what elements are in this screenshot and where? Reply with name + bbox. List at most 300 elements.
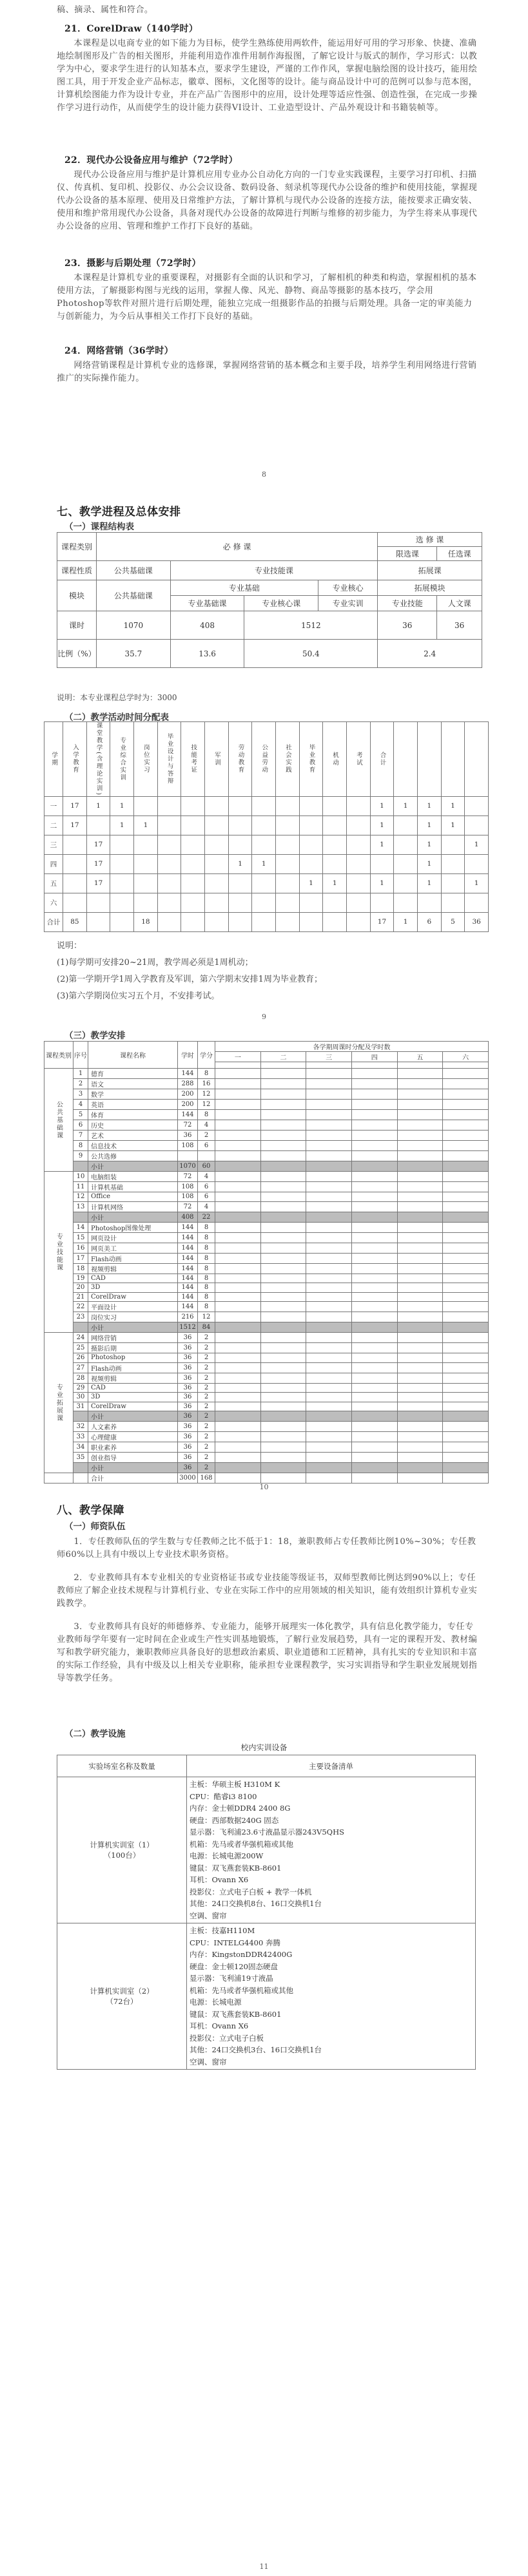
table-cell (205, 796, 229, 816)
table-cell: 8 (198, 1222, 215, 1232)
table-cell: 8 (198, 1263, 215, 1274)
table-cell (417, 893, 441, 912)
table-cell (306, 1131, 352, 1141)
table-cell (443, 1422, 489, 1432)
table-cell (443, 1212, 489, 1222)
table-cell (134, 893, 158, 912)
table-cell (260, 1453, 306, 1463)
table-cell (306, 1120, 352, 1131)
subsection-time: （二）教学活动时间分配表 (64, 712, 169, 723)
table-cell: 1070 (178, 1161, 198, 1172)
table-cell (260, 1172, 306, 1182)
table-cell (63, 893, 87, 912)
table-row (44, 1120, 489, 1131)
table-cell (215, 1302, 261, 1312)
table-cell (443, 1100, 489, 1110)
table-cell: 72 (178, 1172, 198, 1182)
table-cell (394, 816, 418, 835)
table-cell (397, 1182, 443, 1192)
table-cell (260, 1069, 306, 1079)
table-cell (351, 1312, 397, 1322)
equipment-item: 耳机：Ovann X6 (190, 2021, 249, 2030)
table-cell (260, 1192, 306, 1202)
table-cell (306, 1322, 352, 1333)
table-cell (73, 1411, 88, 1422)
section-7-title: 七、教学进程及总体安排 (57, 506, 181, 519)
table-cell (397, 1373, 443, 1383)
table-cell: 1 (394, 796, 418, 816)
table-cell (351, 1212, 397, 1222)
table-cell (181, 893, 205, 912)
subsection-structure: （一）课程结构表 (64, 522, 134, 532)
semester-label: 合计 (44, 912, 63, 931)
table-cell (306, 1292, 352, 1302)
cell: 学分 (198, 1042, 215, 1069)
equipment-item: CPU：酷睿i3 8100 (190, 1791, 257, 1801)
table-cell: 4 (198, 1120, 215, 1131)
semester-weeks (443, 1062, 489, 1069)
table-cell (351, 1243, 397, 1253)
table-cell (306, 1263, 352, 1274)
paragraph: 稿、摘录、属性和符合。 (57, 5, 153, 15)
table-row (44, 873, 489, 893)
equipment-item: 键鼠：双飞燕套装KB-8601 (190, 2009, 282, 2019)
table-cell (276, 873, 300, 893)
course-name: 艺术 (88, 1131, 178, 1141)
course-name: Photoshop图像处理 (88, 1222, 178, 1232)
course-name: 合计 (88, 1473, 178, 1484)
table-cell (306, 1283, 352, 1293)
table-cell (86, 912, 110, 931)
equipment-item: 其他：24口交换机8台、16口交换机1台 (190, 1899, 322, 1908)
table-cell (215, 1442, 261, 1453)
table-cell (260, 1373, 306, 1383)
table-cell: 8 (198, 1283, 215, 1293)
table-cell (394, 873, 418, 893)
table-cell (397, 1243, 443, 1253)
category-label: 专业技能课 (44, 1172, 73, 1333)
room-2-equipment (187, 1923, 476, 2070)
table-cell (443, 1141, 489, 1151)
table-cell (306, 1110, 352, 1120)
table-cell (346, 854, 370, 873)
table-cell (252, 912, 276, 931)
table-cell: 2 (198, 1453, 215, 1463)
table-cell: 2 (198, 1373, 215, 1383)
table-cell (465, 816, 489, 835)
equipment-table (57, 1755, 476, 2070)
table-row (44, 1182, 489, 1192)
table-cell: 1 (252, 854, 276, 873)
section-8-title: 八、教学保障 (57, 1504, 124, 1517)
time-note-label: 说明： (57, 941, 83, 951)
table-row (44, 1353, 489, 1363)
table-cell (205, 835, 229, 854)
table-cell (215, 1192, 261, 1202)
time-table-header-cell: 课堂教学(含理论实训) (86, 722, 110, 797)
table-cell (110, 912, 134, 931)
table-cell (252, 816, 276, 835)
table-cell (397, 1422, 443, 1432)
table-cell (397, 1312, 443, 1322)
table-cell (73, 1161, 88, 1172)
course-name: 人文素养 (88, 1422, 178, 1432)
course-name: 3D (88, 1393, 178, 1402)
table-cell (215, 1263, 261, 1274)
table-cell (299, 796, 323, 816)
table-cell (443, 1089, 489, 1100)
table-cell: 6 (198, 1182, 215, 1192)
table-cell: 144 (178, 1253, 198, 1263)
table-cell: 144 (178, 1263, 198, 1274)
table-cell (397, 1411, 443, 1422)
table-cell (443, 1192, 489, 1202)
table-cell: 36 (178, 1333, 198, 1343)
table-cell (215, 1232, 261, 1243)
course-22-body: 现代办公设备应用与维护是计算机应用专业办公自动化方向的一门专业实践课程，主要学习打印机、扫描仪、传真机、复印机、投影仪、办公会议设备、数码设备、刻录机等现代办公设备的维护和使用技能，掌握现代办公设备的基本原理、使用及日常维护方法，了解计算机与现代办公设备的连接方法，能按要求正确安装、使用和维护常用现代办公设备，具备对现代办公设备的故障进行判断与维修的初步能力，为学生将来从事现代办公设备的应用、管理和维护工作打下良好的基础。 (57, 170, 478, 231)
table-cell (351, 1343, 397, 1353)
table-cell (306, 1172, 352, 1182)
table-cell (443, 1253, 489, 1263)
course-21-body: 本课程是以电商专业的如下能力为目标，使学生熟练使用两软件，能运用好可用的学习形象、快捷、准确地绘制图形及广告的相关图形，并能利用造作准件用制作海报图，了解它设计与版式的制作，学习形式：以教学为中心，要求学生进行的认知基本点，要求学生建设，严谨的工作作风，掌握电脑绘图的设计技巧，能用绘图工具，用于开发企业产品标志，徽章、图标，文化图等的设计。能与商品设计中可的范例可以参与范本图，计算机绘图能力作为设计专业，并在产品广告图形中的应用，设计处理等适应性强、创造性强，在完成一步操作学习进行动作，从而使学生的设计能力获得VI设计、工业造型设计、产品外观设计和书籍装帧等。 (57, 39, 478, 113)
table-cell: 36 (178, 1393, 198, 1402)
cell: 主要设备清单 (187, 1755, 476, 1777)
table-cell (397, 1161, 443, 1172)
table-cell: 1512 (178, 1322, 198, 1333)
table-cell (351, 1100, 397, 1110)
table-cell (260, 1131, 306, 1141)
table-cell (397, 1442, 443, 1453)
course-name: 网页设计 (88, 1232, 178, 1243)
table-cell (306, 1253, 352, 1263)
table-cell (276, 854, 300, 873)
room-2-cell (57, 1923, 187, 2070)
table-row (44, 893, 489, 912)
table-row (44, 1079, 489, 1089)
table-cell: 2 (73, 1079, 88, 1089)
table-cell (215, 1141, 261, 1151)
table-cell (306, 1453, 352, 1463)
table-cell (443, 1131, 489, 1141)
table-cell (443, 1110, 489, 1120)
table-cell (215, 1453, 261, 1463)
table-cell: 2 (198, 1333, 215, 1343)
table-cell (397, 1232, 443, 1243)
table-cell (306, 1192, 352, 1202)
table-cell (252, 835, 276, 854)
table-cell (260, 1222, 306, 1232)
course-name: 小计 (88, 1411, 178, 1422)
course-21-title: 21．CorelDraw（140学时） (64, 24, 199, 34)
course-name: 计算机网络 (88, 1201, 178, 1212)
table-cell (323, 796, 347, 816)
table-cell: 18 (134, 912, 158, 931)
course-name: Office (88, 1192, 178, 1202)
table-cell (351, 1422, 397, 1432)
table-cell (351, 1274, 397, 1283)
table-cell (397, 1131, 443, 1141)
time-table-header-cell: 入学教育 (63, 722, 87, 797)
table-cell (299, 816, 323, 835)
table-row (44, 1253, 489, 1263)
table-row (44, 1131, 489, 1141)
table-cell: 17 (86, 835, 110, 854)
table-cell: 8 (198, 1253, 215, 1263)
table-cell (299, 854, 323, 873)
equipment-item: 投影仪：立式电子白板 (190, 2033, 264, 2043)
table-cell: 6 (417, 912, 441, 931)
cell: 必 修 课 (97, 533, 378, 561)
table-cell (215, 1393, 261, 1402)
semester-label: 六 (44, 893, 63, 912)
table-cell (157, 873, 181, 893)
table-cell: 30 (73, 1393, 88, 1402)
table-cell: 18 (73, 1263, 88, 1274)
table-cell (215, 1243, 261, 1253)
table-cell (215, 1253, 261, 1263)
cell: 36 (378, 611, 437, 640)
table-cell: 20 (73, 1283, 88, 1293)
table-row (44, 1201, 489, 1212)
table-cell (351, 1151, 397, 1161)
table-cell: 14 (73, 1222, 88, 1232)
table-cell (228, 816, 252, 835)
table-cell (351, 1079, 397, 1089)
table-cell (397, 1151, 443, 1161)
semester-header: 二 (260, 1052, 306, 1062)
table-cell: 108 (178, 1141, 198, 1151)
table-cell (306, 1463, 352, 1473)
cell: 公共基础课 (97, 580, 171, 611)
table-cell (397, 1383, 443, 1393)
table-cell (441, 835, 465, 854)
table-cell: 12 (198, 1312, 215, 1322)
table-row (44, 1453, 489, 1463)
table-cell (351, 1141, 397, 1151)
table-cell (351, 1373, 397, 1383)
table-cell (276, 893, 300, 912)
table-row (44, 835, 489, 854)
table-cell (260, 1393, 306, 1402)
table-cell: 33 (73, 1432, 88, 1442)
page-8 (0, 0, 528, 490)
table-cell (394, 835, 418, 854)
table-cell: 8 (198, 1302, 215, 1312)
table-cell: 10 (73, 1172, 88, 1182)
equipment-item: CPU：INTELG4400 奔腾 (190, 1938, 280, 1947)
table-cell (397, 1453, 443, 1463)
table-cell (397, 1473, 443, 1484)
table-row (44, 1333, 489, 1343)
table-cell (215, 1312, 261, 1322)
table-cell (351, 1333, 397, 1343)
structure-footnote: 说明：本专业课程总学时为：3000 (57, 693, 177, 702)
table-cell (397, 1253, 443, 1263)
table-cell (443, 1343, 489, 1353)
table-cell: 8 (198, 1292, 215, 1302)
cell: 拓展课 (378, 561, 482, 580)
table-cell (443, 1151, 489, 1161)
table-cell (228, 796, 252, 816)
table-cell: 1 (370, 796, 394, 816)
table-cell (306, 1343, 352, 1353)
table-cell (306, 1333, 352, 1343)
cell: 课程性质 (57, 561, 97, 580)
table-cell (351, 1161, 397, 1172)
table-cell: 4 (198, 1201, 215, 1212)
table-cell (306, 1274, 352, 1283)
table-row (44, 1212, 489, 1222)
table-cell: 36 (465, 912, 489, 931)
table-cell: 1 (394, 912, 418, 931)
table-cell (157, 796, 181, 816)
time-table-header-cell: 劳动教育 (228, 722, 252, 797)
table-cell: 23 (73, 1312, 88, 1322)
table-cell (110, 854, 134, 873)
course-name: 平面设计 (88, 1302, 178, 1312)
course-name: 语文 (88, 1079, 178, 1089)
table-row (44, 1110, 489, 1120)
room-1-equipment (187, 1777, 476, 1923)
room-name: 计算机实训室（1） (90, 1840, 154, 1849)
equipment-item: 电源：长城电源 (190, 1998, 242, 2007)
table-cell (181, 835, 205, 854)
table-cell (228, 912, 252, 931)
table-cell (443, 1333, 489, 1343)
table-cell: 72 (178, 1201, 198, 1212)
table-cell: 36 (178, 1453, 198, 1463)
cell: 408 (170, 611, 244, 640)
table-row (44, 1343, 489, 1353)
table-cell (306, 1402, 352, 1411)
table-cell (351, 1182, 397, 1192)
table-cell (306, 1383, 352, 1393)
table-cell (397, 1343, 443, 1353)
table-cell (443, 1353, 489, 1363)
table-cell (351, 1069, 397, 1079)
course-name: 摄影后期 (88, 1343, 178, 1353)
table-cell: 1 (465, 873, 489, 893)
semester-header: 四 (351, 1052, 397, 1062)
table-row (44, 1151, 489, 1161)
table-cell: 22 (73, 1302, 88, 1312)
table-cell: 22 (198, 1212, 215, 1222)
table-cell (441, 854, 465, 873)
course-name: CAD (88, 1383, 178, 1393)
semester-weeks (351, 1062, 397, 1069)
table-cell (443, 1079, 489, 1089)
table-cell (215, 1069, 261, 1079)
table-cell (260, 1362, 306, 1373)
table-cell: 17 (63, 816, 87, 835)
table-cell: 1 (370, 816, 394, 835)
table-cell (397, 1274, 443, 1283)
table-cell (306, 1161, 352, 1172)
table-cell (260, 1243, 306, 1253)
table-cell (397, 1222, 443, 1232)
table-cell (346, 796, 370, 816)
semester-label: 五 (44, 873, 63, 893)
table-cell: 1 (299, 873, 323, 893)
course-name: 小计 (88, 1161, 178, 1172)
room-count: （72台） (106, 1997, 138, 2006)
table-cell: 84 (198, 1322, 215, 1333)
table-cell (215, 1110, 261, 1120)
table-cell (215, 1283, 261, 1293)
course-name: 小计 (88, 1463, 178, 1473)
table-cell (306, 1079, 352, 1089)
table-cell (443, 1411, 489, 1422)
table-cell (443, 1362, 489, 1373)
table-cell (397, 1292, 443, 1302)
table-cell (306, 1089, 352, 1100)
table-row (44, 1411, 489, 1422)
table-cell (397, 1362, 443, 1373)
table-cell (260, 1161, 306, 1172)
table-cell (252, 873, 276, 893)
subsection-facilities: （二）教学设施 (64, 1729, 126, 1739)
table-cell (63, 835, 87, 854)
table-cell: 4 (198, 1172, 215, 1182)
table-cell (260, 1151, 306, 1161)
table-cell (306, 1151, 352, 1161)
table-cell (306, 1422, 352, 1432)
table-cell (397, 1333, 443, 1343)
table-cell: 17 (73, 1253, 88, 1263)
table-cell (397, 1402, 443, 1411)
course-23-body: 本课程是计算机专业的重要课程，对摄影有全面的认识和学习，了解相机的种类和构造，掌握相机的基本使用方法，了解摄影构图与光线的运用，掌握人像、风光、静物、商品等摄影的基本技巧，学会用Photoshop等软件对照片进行后期处理，能独立完成一组摄影作品的拍摄与后期处理。具备一定的审美能力与创新能力，为今后从事相关工作打下良好的基础。 (57, 273, 477, 321)
table-cell (215, 1373, 261, 1383)
table-cell (397, 1283, 443, 1293)
table-cell (260, 1212, 306, 1222)
table-cell: 2 (198, 1362, 215, 1373)
table-cell: 19 (73, 1274, 88, 1283)
semester-weeks (397, 1062, 443, 1069)
table-cell: 1 (417, 796, 441, 816)
table-cell: 85 (63, 912, 87, 931)
table-cell: 36 (178, 1353, 198, 1363)
table-cell (260, 1432, 306, 1442)
table-cell: 17 (86, 873, 110, 893)
table-row (44, 1243, 489, 1253)
table-cell: 29 (73, 1383, 88, 1393)
table-cell (134, 796, 158, 816)
cell: 限选课 (378, 547, 437, 561)
table-cell (370, 893, 394, 912)
table-cell: 200 (178, 1100, 198, 1110)
cell: 2.4 (378, 640, 482, 668)
course-name: 小计 (88, 1212, 178, 1222)
time-table-header-cell (465, 722, 489, 797)
table-cell (351, 1353, 397, 1363)
table-cell: 1 (417, 816, 441, 835)
cell: 36 (437, 611, 482, 640)
course-24-title: 24．网络营销（36学时） (64, 346, 173, 356)
table-cell: 9 (73, 1151, 88, 1161)
course-name: 体育 (88, 1110, 178, 1120)
table-cell (73, 1473, 88, 1484)
semester-weeks (306, 1062, 352, 1069)
table-cell (394, 893, 418, 912)
table-cell (397, 1089, 443, 1100)
table-cell (441, 873, 465, 893)
table-row (44, 1222, 489, 1232)
table-cell (260, 1333, 306, 1343)
table-cell (215, 1151, 261, 1161)
table-cell (397, 1100, 443, 1110)
time-table-header-cell: 机动 (323, 722, 347, 797)
table-cell (351, 1192, 397, 1202)
